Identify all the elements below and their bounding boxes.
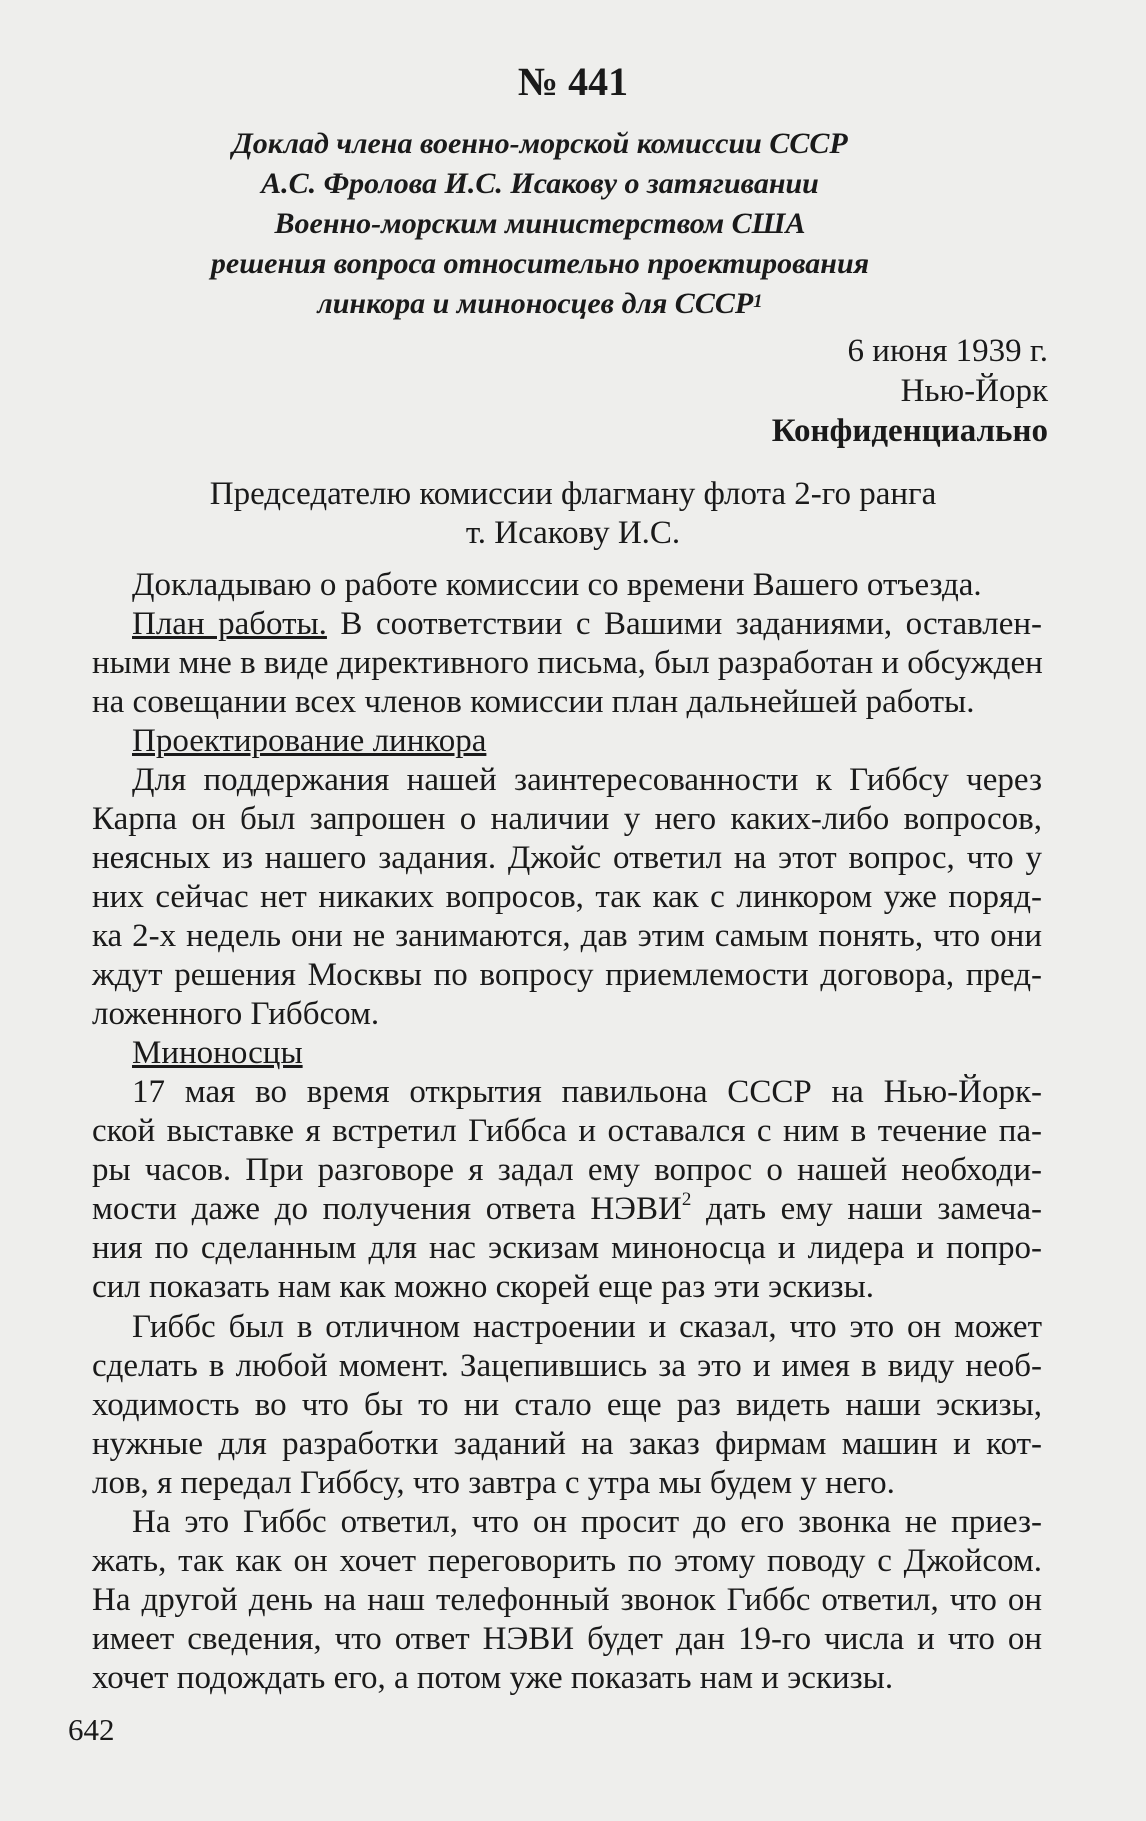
answer-line: На другой день на наш телефонный звонок Гиббс ответил, что он xyxy=(92,1582,1042,1618)
document-title xyxy=(150,124,930,324)
plan-line-text: В соответствии с Вашими заданиями, оставлен- xyxy=(326,606,1042,642)
title-line-text: линкора и миноносцев для СССР xyxy=(317,287,754,320)
destroyers-heading xyxy=(92,1035,1042,1072)
battleship-line: них сейчас нет никаких вопросов, так как с линкором уже поряд- xyxy=(92,879,1042,915)
plan-line xyxy=(92,606,1042,643)
answer-line: хочет подождать его, а потом уже показать нам и эскизы. xyxy=(92,1660,894,1696)
document-number: № 441 xyxy=(517,59,629,104)
destroyers-line-part: дать ему наши замеча- xyxy=(691,1191,1042,1227)
page-number: 642 xyxy=(68,1712,115,1747)
battleship-heading xyxy=(92,723,1042,760)
destroyers-line: сил показать нам как можно скорей еще раз эти эскизы. xyxy=(92,1269,874,1305)
addressee-name: т. Исакову И.С. xyxy=(465,515,681,551)
title-line: А.С. Фролова И.С. Исакову о затягивании xyxy=(261,167,819,200)
footnote-marker: 2 xyxy=(681,1189,692,1210)
destroyers-line xyxy=(92,1191,1042,1228)
title-line: Военно-морским министерством США xyxy=(274,207,806,240)
answer-line: жать, так как он хочет переговорить по этому поводу с Джойсом. xyxy=(92,1543,1042,1579)
plan-line: на совещании всех членов комиссии план дальнейшей работы. xyxy=(92,684,975,720)
battleship-line: Для поддержания нашей заинтересованности к Гиббсу через xyxy=(132,762,1042,798)
battleship-heading-text: Проектирование линкора xyxy=(132,723,487,759)
answer-line: имеет сведения, что ответ НЭВИ будет дан 19-го числа и что он xyxy=(92,1621,1042,1657)
destroyers-line: ской выставке я встретил Гиббса и оставался с ним в течение па- xyxy=(92,1113,1042,1149)
destroyers-line: ния по сделанным для нас эскизам миноносца и лидера и попро- xyxy=(92,1230,1042,1266)
document-place: Нью-Йорк xyxy=(900,373,1048,409)
plan-heading: План работы. xyxy=(132,606,327,642)
destroyers-heading-text: Миноносцы xyxy=(132,1035,303,1071)
title-line: решения вопроса относительно проектирования xyxy=(210,247,870,280)
document-date: 6 июня 1939 г. xyxy=(847,333,1048,369)
title-line: Доклад члена военно-морской комиссии СССР xyxy=(232,127,848,160)
battleship-line: ка 2-х недель они не занимаются, дав этим самым понять, что они xyxy=(92,918,1042,954)
destroyers-line-part: мости даже до получения ответа НЭВИ xyxy=(92,1191,682,1227)
battleship-line: неясных из нашего задания. Джойс ответил на этот вопрос, что у xyxy=(92,840,1042,876)
addressee-line: Председателю комиссии флагману флота 2-го ранга xyxy=(209,476,937,512)
gibbs-line: сделать в любой момент. Зацепившись за это и имея в виду необ- xyxy=(92,1348,1042,1384)
title-line-last xyxy=(150,284,930,324)
gibbs-line: ходимость во что бы то ни стало еще раз видеть наши эскизы, xyxy=(92,1387,1042,1423)
destroyers-line: 17 мая во время открытия павильона СССР на Нью-Йорк- xyxy=(132,1074,1042,1110)
gibbs-line: лов, я передал Гиббсу, что завтра с утра мы будем у него. xyxy=(92,1465,895,1501)
answer-line: На это Гиббс ответил, что он просит до его звонка не приез- xyxy=(132,1504,1042,1540)
gibbs-line: Гиббс был в отличном настроении и сказал, что это он может xyxy=(132,1309,1042,1345)
gibbs-line: нужные для разработки заданий на заказ фирмам машин и кот- xyxy=(92,1426,1042,1462)
battleship-line: ложенного Гиббсом. xyxy=(92,996,380,1032)
battleship-line: ждут решения Москвы по вопросу приемлемости договора, пред- xyxy=(92,957,1042,993)
intro-line: Докладываю о работе комиссии со времени Вашего отъезда. xyxy=(132,567,982,603)
destroyers-line: ры часов. При разговоре я задал ему вопрос о нашей необходи- xyxy=(92,1152,1042,1188)
plan-line: ными мне в виде директивного письма, был разработан и обсужден xyxy=(92,645,1043,681)
classification-label: Конфиденциально xyxy=(771,413,1048,449)
battleship-line: Карпа он был запрошен о наличии у него каких-либо вопросов, xyxy=(92,801,1042,837)
title-footnote-marker: 1 xyxy=(753,291,763,312)
